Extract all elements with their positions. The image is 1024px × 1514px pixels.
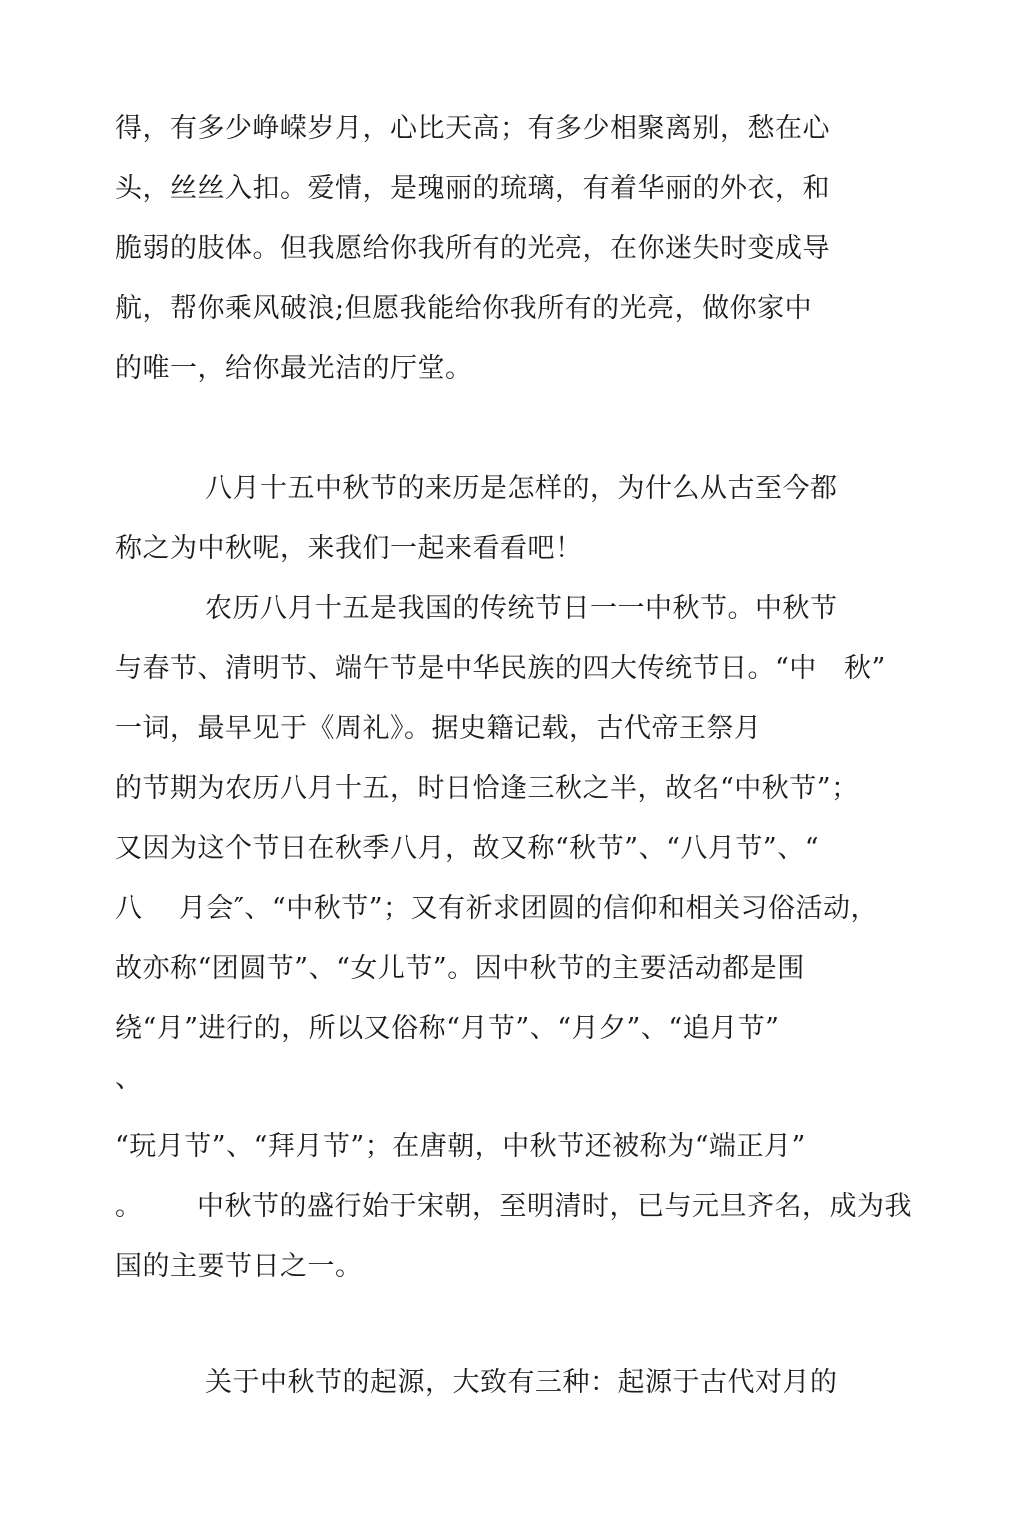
text-line: 脆弱的肢体。但我愿给你我所有的光亮，在你迷失时变成导 [115,233,830,264]
text-line: 得，有多少峥嵘岁月，心比天高；有多少相聚离别，愁在心 [115,113,830,144]
text-line: 的唯一，给你最光洁的厅堂。 [115,353,473,384]
text-line: 航，帮你乘风破浪;但愿我能给你我所有的光亮，做你家中 [115,293,813,324]
text-line: 农历八月十五是我国的传统节日一一中秋节。中秋节 [205,593,838,624]
text-line: “玩月节”、“拜月节”；在唐朝，中秋节还被称为“端正月” [115,1131,806,1162]
text-line: 一词，最早见于《周礼》。据史籍记载，古代帝王祭月 [115,713,762,744]
text-line: 。 中秋节的盛行始于宋朝，至明清时，已与元旦齐名，成为我 [115,1191,912,1222]
text-line: 故亦称“团圆节”、“女儿节”。因中秋节的主要活动都是围 [115,953,805,984]
text-line: 、 [115,1063,143,1094]
text-line: 头，丝丝入扣。爱情，是瑰丽的琉璃，有着华丽的外衣，和 [115,173,830,204]
text-line: 绕“月”进行的，所以又俗称“月节”、“月夕”、“追月节” [115,1013,780,1044]
text-line: 又因为这个节日在秋季八月，故又称“秋节”、“八月节”、“ [115,833,820,864]
text-line: 的节期为农历八月十五，时日恰逢三秋之半，故名“中秋节”； [115,773,859,804]
text-line: 关于中秋节的起源，大致有三种：起源于古代对月的 [205,1367,838,1398]
text-line: 八 月会″、“中秋节”；又有祈求团圆的信仰和相关习俗活动， [115,893,879,924]
text-line: 八月十五中秋节的来历是怎样的，为什么从古至今都 [205,473,838,504]
text-line: 称之为中秋呢，来我们一起来看看吧！ [115,533,583,564]
text-line: 与春节、清明节、端午节是中华民族的四大传统节日。“中 秋” [115,653,886,684]
text-line: 国的主要节日之一。 [115,1251,363,1282]
